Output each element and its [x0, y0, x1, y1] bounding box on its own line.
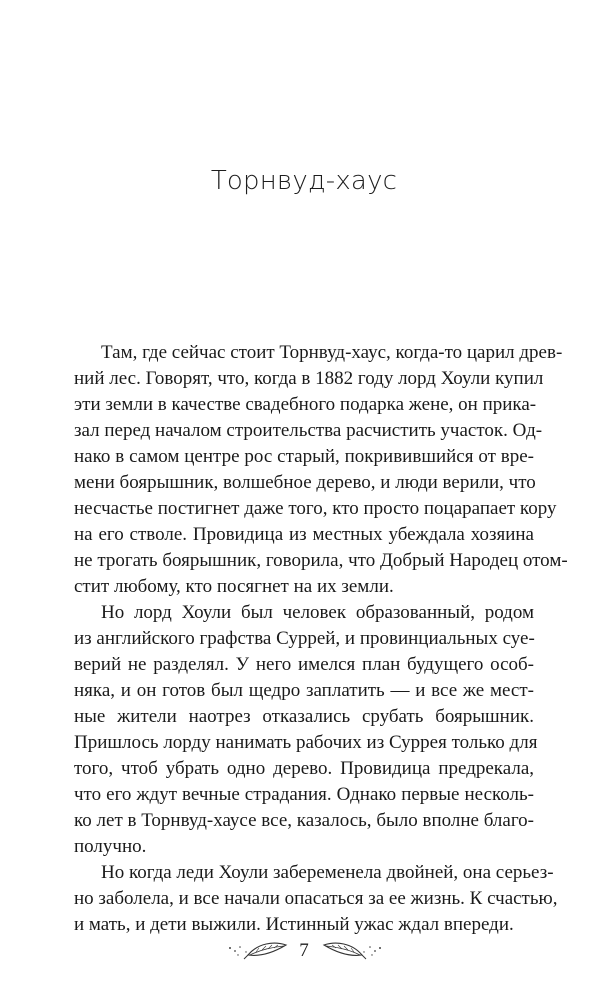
text-line: верий не разделял. У него имелся план будущего особ-: [74, 654, 534, 675]
text-line: Но лорд Хоули был человек образованный, родом: [101, 602, 534, 623]
text-line: из английского графства Суррей, и провинциальных суе-: [74, 628, 535, 649]
page-footer: [0, 937, 608, 967]
text-line: и мать, и дети выжили. Истинный ужас ждал впереди.: [74, 914, 514, 935]
text-line: Там, где сейчас стоит Торнвуд-хаус, когда-то царил древ-: [101, 342, 563, 363]
text-line: что его ждут вечные страдания. Однако первые несколь-: [74, 784, 534, 805]
text-line: того, чтоб убрать одно дерево. Провидица предрекала,: [74, 758, 534, 779]
text-line: не трогать боярышник, говорила, что Добрый Народец отом-: [74, 550, 568, 571]
text-line: эти земли в качестве свадебного подарка жене, он прика-: [74, 394, 537, 415]
text-line: несчастье постигнет даже того, кто просто поцарапает кору: [74, 498, 557, 519]
text-line: няка, и он готов был щедро заплатить — и все же мест-: [74, 680, 534, 701]
text-line: но заболела, и все начали опасаться за ее жизнь. К счастью,: [74, 888, 558, 909]
text-line: ний лес. Говорят, что, когда в 1882 году лорд Хоули купил: [74, 368, 544, 389]
text-line: зал перед началом строительства расчистить участок. Од-: [74, 420, 543, 441]
text-line: ные жители наотрез отказались срубать боярышник.: [74, 706, 534, 727]
chapter-title: Торнвуд-хаус: [210, 166, 398, 196]
text-line: стит любому, кто посягнет на их земли.: [74, 576, 394, 597]
text-line: на его стволе. Провидица из местных убеждала хозяина: [74, 524, 534, 545]
page-number: 7: [299, 940, 309, 961]
body-text: [74, 340, 568, 938]
text-line: получно.: [74, 836, 147, 857]
text-line: нако в самом центре рос старый, покривившийся от вре-: [74, 446, 534, 467]
text-line: Пришлось лорду нанимать рабочих из Суррея только для: [74, 732, 538, 753]
text-line: ко лет в Торнвуд-хаусе все, казалось, было вполне благо-: [74, 810, 534, 831]
text-line: Но когда леди Хоули забеременела двойней, она серьез-: [101, 862, 554, 883]
text-line: мени боярышник, волшебное дерево, и люди верили, что: [74, 472, 536, 493]
feather-ornament-icon: [314, 937, 384, 967]
